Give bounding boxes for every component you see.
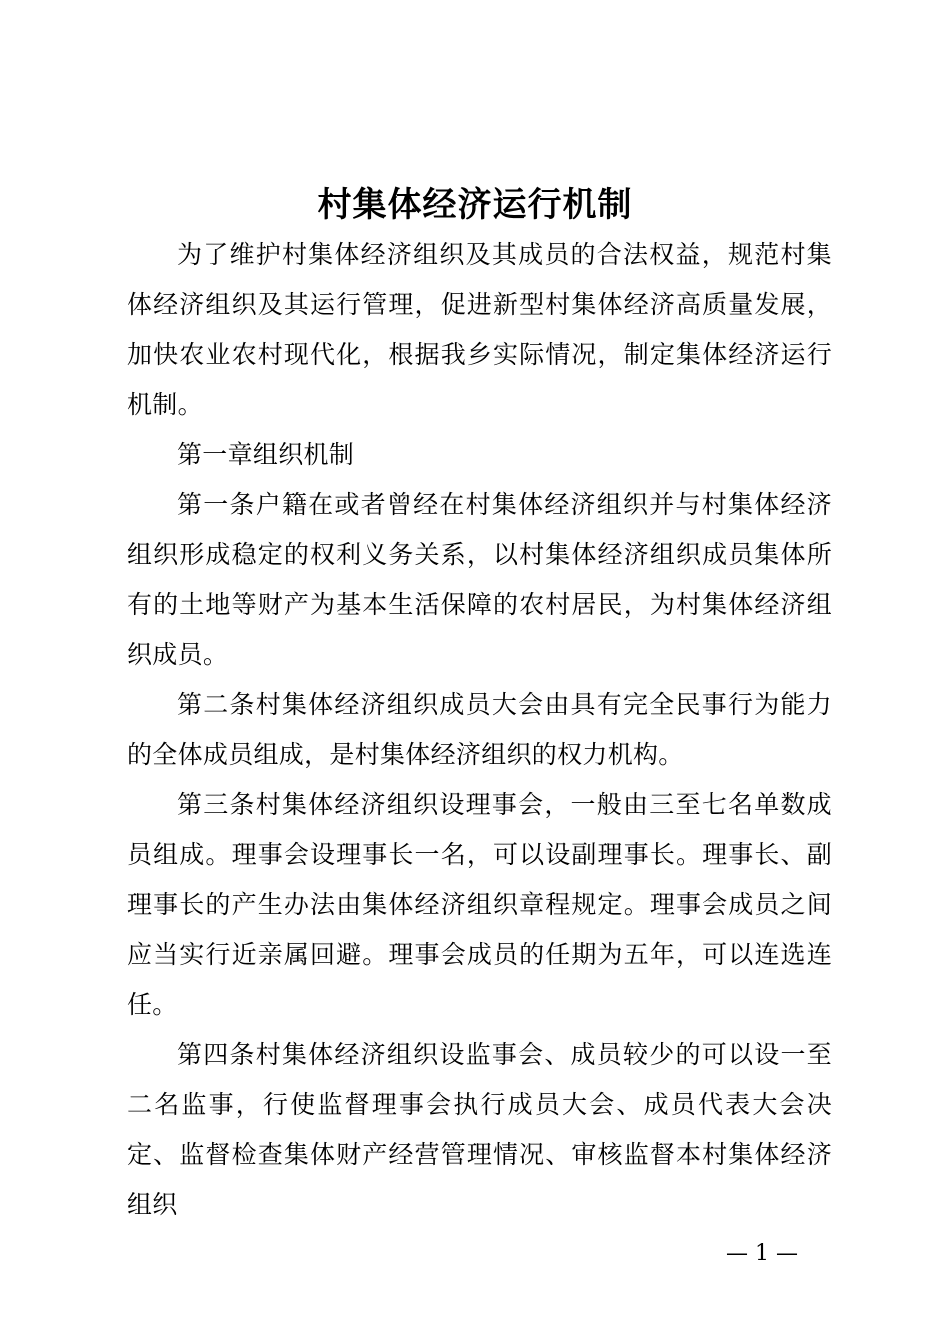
paragraph-intro: 为了维护村集体经济组织及其成员的合法权益，规范村集体经济组织及其运行管理，促进新型村集体经济高质量发展，加快农业农村现代化，根据我乡实际情况，制定集体经济运行机制。: [127, 240, 832, 419]
document-body: [127, 230, 832, 1230]
article-4: 第四条村集体经济组织设监事会、成员较少的可以设一至二名监事，行使监督理事会执行成员大会、成员代表大会决定、监督检查集体财产经营管理情况、审核监督本村集体经济组织: [127, 1040, 832, 1219]
document-title: 村集体经济运行机制: [317, 185, 633, 225]
article-1: 第一条户籍在或者曾经在村集体经济组织并与村集体经济组织形成稳定的权利义务关系，以村集体经济组织成员集体所有的土地等财产为基本生活保障的农村居民，为村集体经济组织成员。: [127, 490, 832, 669]
article-2: 第二条村集体经济组织成员大会由具有完全民事行为能力的全体成员组成，是村集体经济组织的权力机构。: [127, 690, 832, 769]
chapter-heading: 第一章组织机制: [177, 440, 355, 469]
page-number: — 1 —: [726, 1241, 798, 1266]
article-3: 第三条村集体经济组织设理事会，一般由三至七名单数成员组成。理事会设理事长一名，可以设副理事长。理事长、副理事长的产生办法由集体经济组织章程规定。理事会成员之间应当实行近亲属回避。理事会成员的任期为五年，可以连选连任。: [127, 790, 832, 1019]
